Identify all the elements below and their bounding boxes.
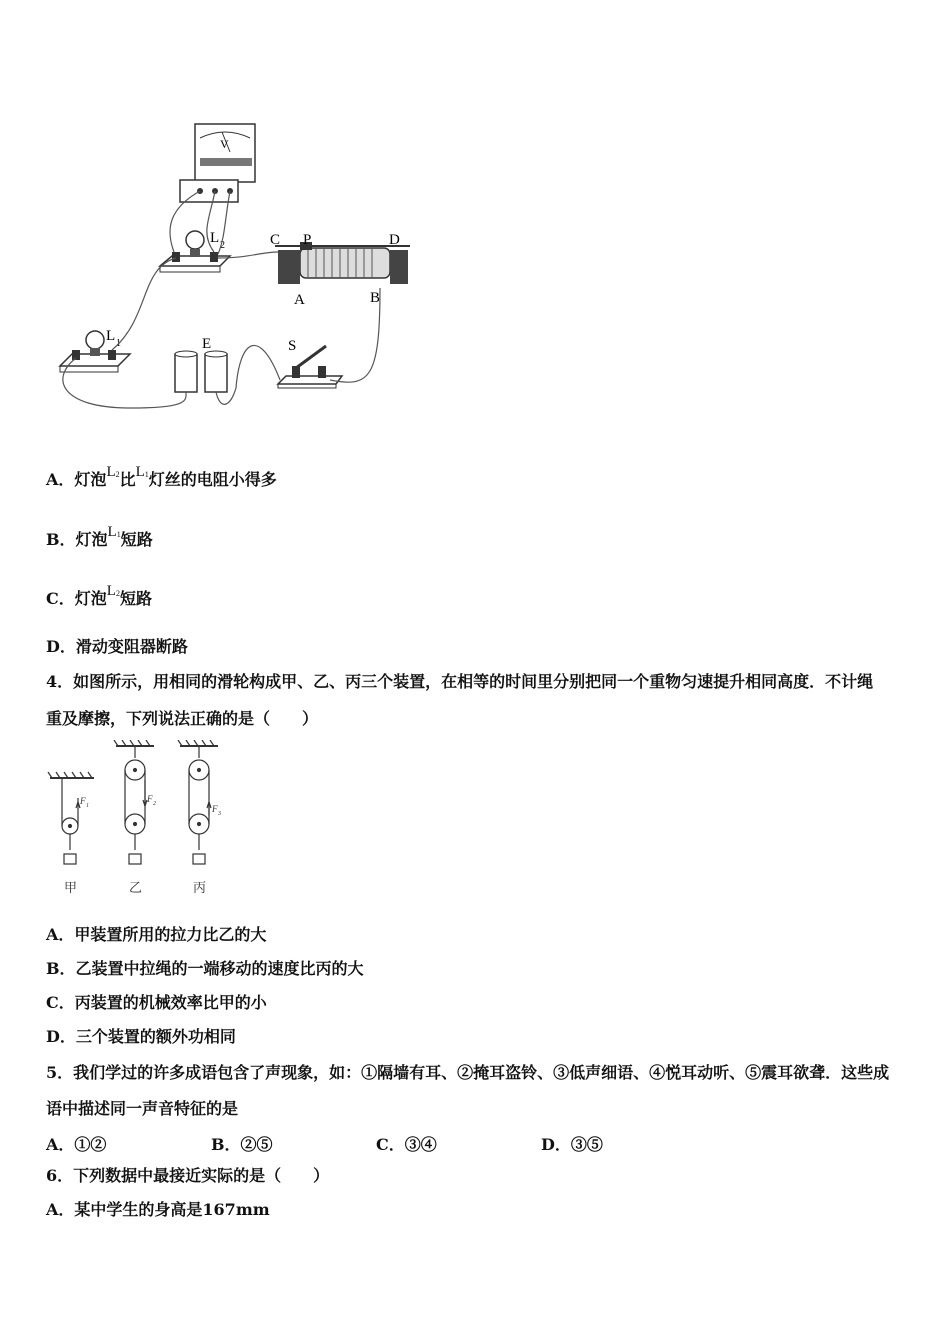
label-jia: 甲 bbox=[64, 880, 78, 895]
q4-option-c: C．丙装置的机械效率比甲的小 bbox=[46, 993, 267, 1012]
label-d: D bbox=[389, 232, 400, 248]
q5-stem-line1: 5．我们学过的许多成语包含了声现象，如：①隔墙有耳、②掩耳盗铃、③低声细语、④悦耳动听、⑤震耳欲聋．这些成 bbox=[46, 1063, 890, 1082]
option-letter: B． bbox=[46, 530, 76, 549]
bulb-l1 bbox=[60, 328, 130, 372]
l1-label: L bbox=[106, 328, 116, 344]
label-p: P bbox=[303, 232, 312, 248]
voltmeter bbox=[180, 124, 255, 202]
q6-stem: 6．下列数据中最接近实际的是（ ） bbox=[46, 1166, 330, 1185]
f1-sub: 1 bbox=[86, 803, 89, 809]
q5-option-a: A．①② bbox=[46, 1135, 107, 1154]
l2-label-sub: 2 bbox=[220, 240, 225, 251]
option-letter: D． bbox=[46, 637, 76, 656]
q5-option-d: D．③⑤ bbox=[541, 1135, 603, 1154]
q5-option-b: B．②⑤ bbox=[211, 1135, 273, 1154]
lamp-subscript: 2 bbox=[115, 589, 120, 598]
battery bbox=[175, 336, 227, 392]
q4-option-d: D．三个装置的额外功相同 bbox=[46, 1027, 236, 1046]
f3-label: F bbox=[212, 804, 218, 814]
q4-option-a: A．甲装置所用的拉力比乙的大 bbox=[46, 925, 267, 944]
voltmeter-label: V bbox=[220, 137, 229, 151]
f3-sub: 3 bbox=[218, 811, 221, 817]
option-text: 灯丝的电阻小得多 bbox=[148, 470, 277, 489]
lamp-symbol: L bbox=[106, 464, 116, 480]
f1-label: F bbox=[80, 796, 86, 806]
option-text: 滑动变阻器断路 bbox=[75, 637, 188, 656]
lamp-subscript: 2 bbox=[115, 470, 120, 479]
q3-option-d bbox=[46, 637, 188, 657]
label-b: B bbox=[370, 290, 381, 306]
option-text: 灯泡 bbox=[74, 470, 107, 489]
l1-label-sub: 1 bbox=[116, 338, 121, 349]
option-text: 短路 bbox=[119, 589, 152, 608]
lamp-subscript: 1 bbox=[144, 470, 149, 479]
option-text: 短路 bbox=[120, 530, 153, 549]
q4-option-b: B．乙装置中拉绳的一端移动的速度比丙的大 bbox=[46, 959, 364, 978]
circuit-diagram bbox=[50, 118, 430, 418]
q6-option-a: A．某中学生的身高是167mm bbox=[46, 1200, 270, 1219]
label-bing: 丙 bbox=[193, 880, 207, 895]
pulley-diagram bbox=[46, 740, 246, 900]
option-text: 比 bbox=[119, 470, 136, 489]
f2-sub: 2 bbox=[153, 801, 156, 807]
l2-label: L bbox=[210, 230, 220, 246]
rheostat bbox=[270, 232, 410, 308]
q3-option-c bbox=[46, 583, 152, 612]
option-letter: C． bbox=[46, 589, 75, 608]
f2-label: F bbox=[147, 794, 153, 804]
lamp-symbol: L bbox=[135, 464, 145, 480]
q5-stem-line2: 语中描述同一声音特征的是 bbox=[46, 1099, 239, 1118]
option-text: 灯泡 bbox=[74, 589, 107, 608]
q3-option-b bbox=[46, 524, 153, 553]
label-e: E bbox=[202, 336, 212, 352]
label-a: A bbox=[294, 292, 305, 308]
label-c: C bbox=[270, 232, 281, 248]
lamp-symbol: L bbox=[107, 524, 117, 540]
q5-option-c: C．③④ bbox=[376, 1135, 437, 1154]
q4-stem-line2: 重及摩擦，下列说法正确的是（ ） bbox=[46, 709, 319, 728]
lamp-symbol: L bbox=[106, 583, 116, 599]
label-s: S bbox=[288, 338, 297, 354]
q4-stem-line1: 4．如图所示，用相同的滑轮构成甲、乙、丙三个装置，在相等的时间里分别把同一个重物匀速提升相同高度．不计绳 bbox=[46, 672, 874, 691]
option-letter: A． bbox=[46, 470, 75, 489]
label-yi: 乙 bbox=[129, 880, 143, 895]
lamp-subscript: 1 bbox=[116, 530, 121, 539]
q3-option-a bbox=[46, 464, 277, 493]
option-text: 灯泡 bbox=[75, 530, 108, 549]
